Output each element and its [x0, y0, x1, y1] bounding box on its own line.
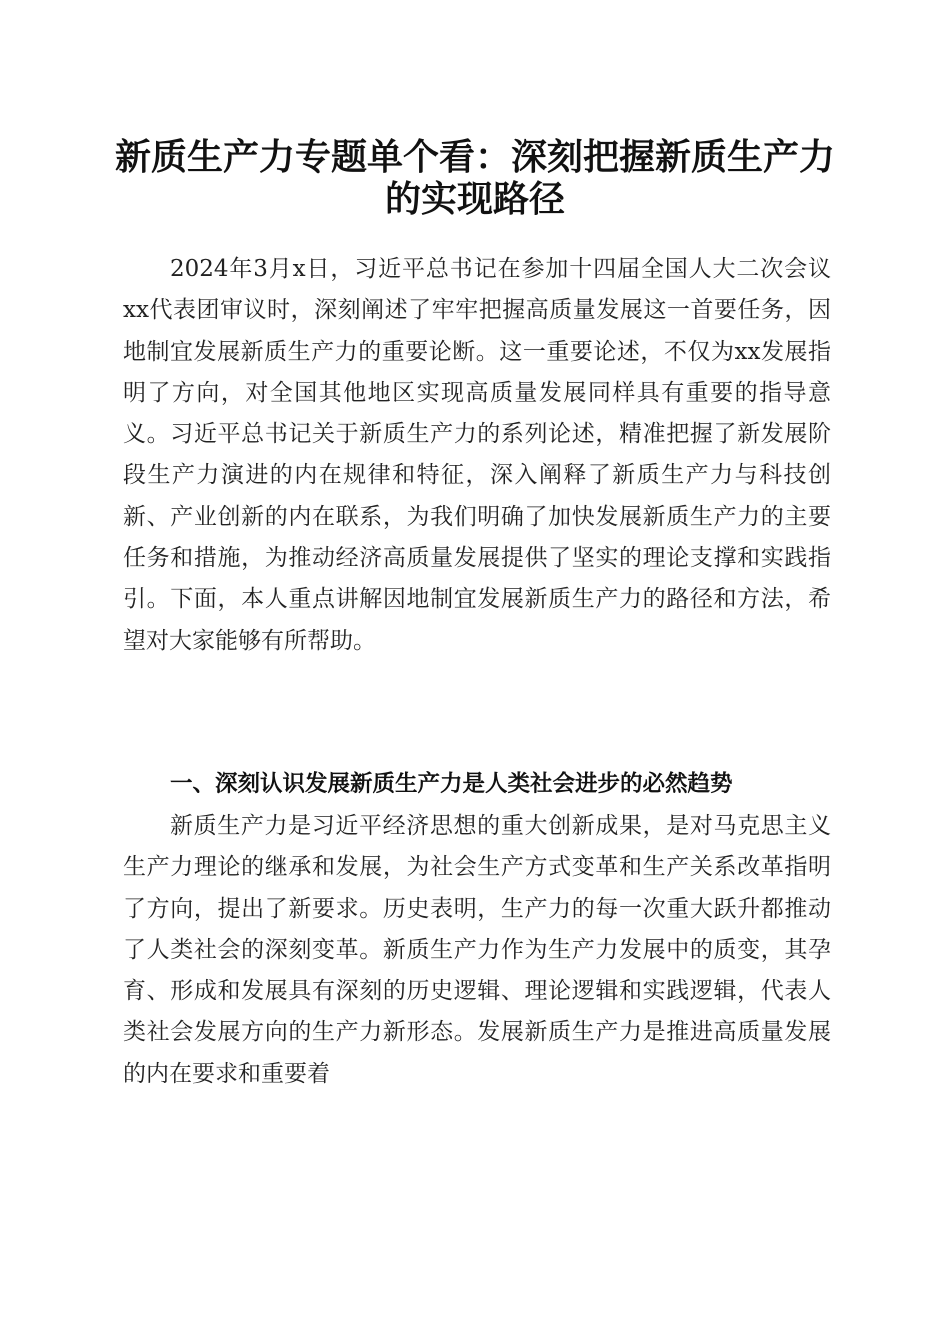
section-heading-1: 一、深刻认识发展新质生产力是人类社会进步的必然趋势	[170, 771, 733, 797]
section-1-paragraph: 新质生产力是习近平经济思想的重大创新成果，是对马克思主义生产力理论的继承和发展，为社会生产方式变革和生产关系改革指明了方向，提出了新要求。历史表明，生产力的每一次重大跃升都推动了人类社会的深刻变革。新质生产力作为生产力发展中的质变，其孕育、形成和发展具有深刻的历史逻辑、理论逻辑和实践逻辑，代表人类社会发展方向的生产力新形态。发展新质生产力是推进高质量发展的内在要求和重要着	[123, 813, 831, 1087]
document-title: 新质生产力专题单个看：深刻把握新质生产力的实现路径	[114, 136, 835, 220]
intro-paragraph: 2024年3月x日，习近平总书记在参加十四届全国人大二次会议xx代表团审议时，深刻阐述了牢牢把握高质量发展这一首要任务，因地制宜发展新质生产力的重要论断。这一重要论述，不仅为xx发展指明了方向，对全国其他地区实现高质量发展同样具有重要的指导意义。习近平总书记关于新质生产力的系列论述，精准把握了新发展阶段生产力演进的内在规律和特征，深入阐释了新质生产力与科技创新、产业创新的内在联系，为我们明确了加快发展新质生产力的主要任务和措施，为推动经济高质量发展提供了坚实的理论支撑和实践指引。下面，本人重点讲解因地制宜发展新质生产力的路径和方法，希望对大家能够有所帮助。	[123, 256, 831, 654]
